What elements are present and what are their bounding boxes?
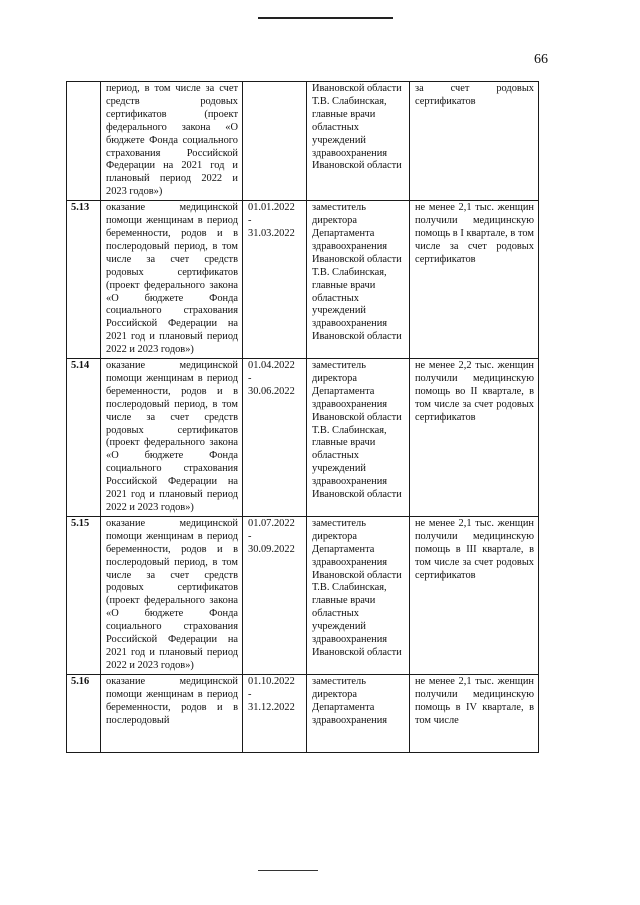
row-number: 5.16 [67,674,101,752]
table-row [67,674,539,752]
plan-table [66,81,539,753]
date-end: 31.03.2022 [248,227,295,239]
date-cell: 01.04.2022 - 30.06.2022 [243,359,307,517]
responsible-cell: Ивановской области Т.В. Слабинская, главные врачи областных учреждений здравоохранения Ивановской области [307,82,410,201]
date-end: 31.12.2022 [248,701,295,713]
table-row [67,516,539,674]
date-start: 01.10.2022 [248,675,295,687]
responsible-cell: заместитель директора Департамента здравоохранения Ивановской области Т.В. Слабинская, главные врачи областных учреждений здравоохранения Ивановской области [307,359,410,517]
row-number: 5.15 [67,516,101,674]
responsible-cell: заместитель директора Департамента здравоохранения Ивановской области Т.В. Слабинская, главные врачи областных учреждений здравоохранения Ивановской области [307,201,410,359]
date-start: 01.07.2022 [248,517,295,529]
date-start: 01.01.2022 [248,202,295,214]
result-cell: не менее 2,1 тыс. женщин получили медицинскую помощь в IV квартале, в том числе [410,674,539,752]
date-start: 01.04.2022 [248,360,295,372]
measure-cell: оказание медицинской помощи женщинам в период беременности, родов и в послеродовый период, в том числе за счет средств родовых сертификатов (проект федерального закона «О бюджете Фонда социального страхования Российской Федерации на 2021 год и плановый период 2022 и 2023 годов») [101,201,243,359]
responsible-cell: заместитель директора Департамента здравоохранения Ивановской области Т.В. Слабинская, главные врачи областных учреждений здравоохранения Ивановской области [307,516,410,674]
date-cell [243,82,307,201]
measure-cell: период, в том числе за счет средств родовых сертификатов (проект федерального закона «О бюджете Фонда социального страхования Российской Федерации на 2021 год и плановый период 2022 и 2023 годов») [101,82,243,201]
date-end: 30.06.2022 [248,385,295,397]
result-cell: не менее 2,1 тыс. женщин получили медицинскую помощь в III квартале, в том числе за счет родовых сертификатов [410,516,539,674]
result-cell: за счет родовых сертификатов [410,82,539,201]
date-cell: 01.07.2022 - 30.09.2022 [243,516,307,674]
top-rule [258,17,393,19]
date-cell: 01.10.2022 - 31.12.2022 [243,674,307,752]
measure-cell: оказание медицинской помощи женщинам в период беременности, родов и в послеродовый [101,674,243,752]
date-cell: 01.01.2022 - 31.03.2022 [243,201,307,359]
measure-cell: оказание медицинской помощи женщинам в период беременности, родов и в послеродовый период, в том числе за счет средств родовых сертификатов (проект федерального закона «О бюджете Фонда социального страхования Российской Федерации на 2021 год и плановый период 2022 и 2023 годов») [101,516,243,674]
date-end: 30.09.2022 [248,543,295,555]
page-number: 66 [534,52,548,67]
table-row [67,82,539,201]
table-row [67,201,539,359]
row-number [67,82,101,201]
row-number: 5.13 [67,201,101,359]
table-row [67,359,539,517]
result-cell: не менее 2,1 тыс. женщин получили медицинскую помощь в I квартале, в том числе за счет родовых сертификатов [410,201,539,359]
bottom-rule [258,870,318,871]
measure-cell: оказание медицинской помощи женщинам в период беременности, родов и в послеродовый период, в том числе за счет средств родовых сертификатов (проект федерального закона «О бюджете Фонда социального страхования Российской Федерации на 2021 год и плановый период 2022 и 2023 годов») [101,359,243,517]
row-number: 5.14 [67,359,101,517]
result-cell: не менее 2,2 тыс. женщин получили медицинскую помощь во II квартале, в том числе за счет родовых сертификатов [410,359,539,517]
responsible-cell: заместитель директора Департамента здравоохранения [307,674,410,752]
